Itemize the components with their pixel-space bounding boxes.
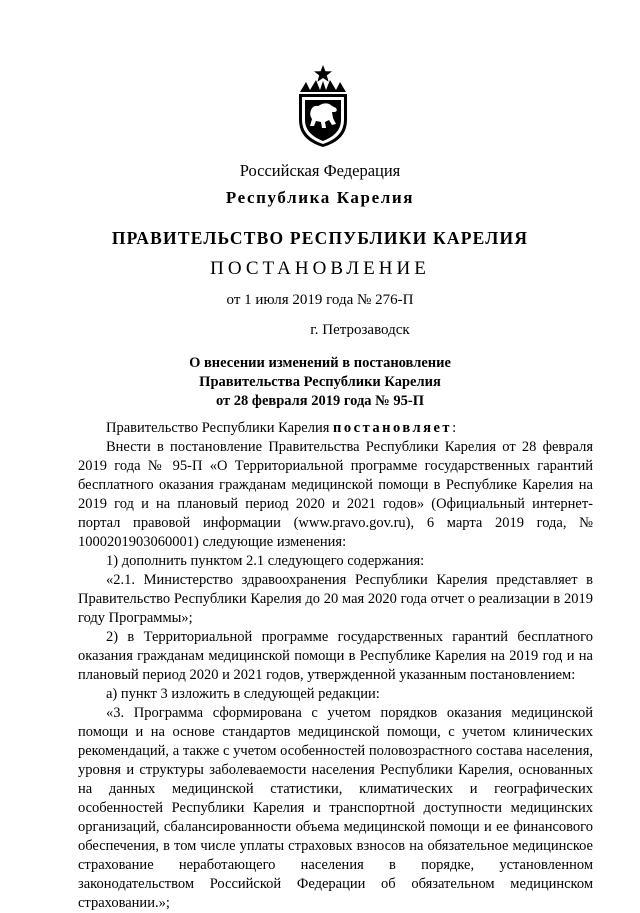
paragraph-amendments: Внести в постановление Правительства Республики Карелия от 28 февраля 2019 года № 95-П «О Территориальной программе государственных гарантий бесплатного оказания гражданам медицинской помощи в Республике Карелия на 2019 год и на плановый период 2020 и 2021 годов» (Официальный интернет-портал правовой информации (www.pravo.gov.ru), 6 марта 2019 года, № 1000201903060001) следующие изменения: [78, 439, 593, 550]
karelia-coat-of-arms-icon [296, 64, 350, 148]
intro-prefix: Правительство Республики Карелия [106, 420, 334, 436]
intro-suffix: : [452, 420, 457, 436]
document-city: г. Петрозаводск [310, 322, 410, 338]
subject-line-1: О внесении изменений в постановление [189, 355, 451, 371]
subject-line-3: от 28 февраля 2019 года № 95-П [216, 393, 424, 409]
paragraph-3: «3. Программа сформирована с учетом порядков оказания медицинской помощи и на основе стандартов медицинской помощи, с учетом клинических рекомендаций, а также с учетом особенностей половозрастного состава населения, уровня и структуры заболеваемости населения Республики Карелия, основанных на данных медицинской статистики, климатических и географических особенностей Республики Карелия и транспортной доступности медицинских организаций, сбалансированности объема медицинской помощи и ее финансового обеспечения, в том числе уплаты страховых взносов на обязательное медицинское страхование неработающего населения в порядке, установленном законодательством Российской Федерации об обязательном медицинском страховании.»; [78, 705, 593, 911]
paragraph-2-1: «2.1. Министерство здравоохранения Республики Карелия представляет в Правительство Республики Карелия до 20 мая 2020 года отчет о реализации в 2019 году Программы»; [78, 572, 593, 626]
paragraph-item-2: 2) в Территориальной программе государственных гарантий бесплатного оказания гражданам медицинской помощи в Республике Карелия на 2019 год и на плановый период 2020 и 2021 годов, утвержденной указанным постановлением: [78, 629, 593, 683]
document-subject [0, 354, 640, 411]
document-date-number: от 1 июля 2019 года № 276-П [226, 292, 414, 308]
paragraph-item-1: 1) дополнить пунктом 2.1 следующего содержания: [106, 553, 425, 569]
document-body [78, 419, 593, 913]
country-name: Российская Федерация [239, 161, 401, 180]
government-title: ПРАВИТЕЛЬСТВО РЕСПУБЛИКИ КАРЕЛИЯ [111, 228, 529, 248]
decree-intro [78, 419, 593, 438]
decree-word: постановляет [333, 420, 453, 436]
paragraph-item-a: а) пункт 3 изложить в следующей редакции: [106, 686, 380, 702]
subject-line-2: Правительства Республики Карелия [199, 374, 441, 390]
republic-name: Республика Карелия [225, 188, 415, 207]
document-type: ПОСТАНОВЛЕНИЕ [210, 258, 430, 279]
